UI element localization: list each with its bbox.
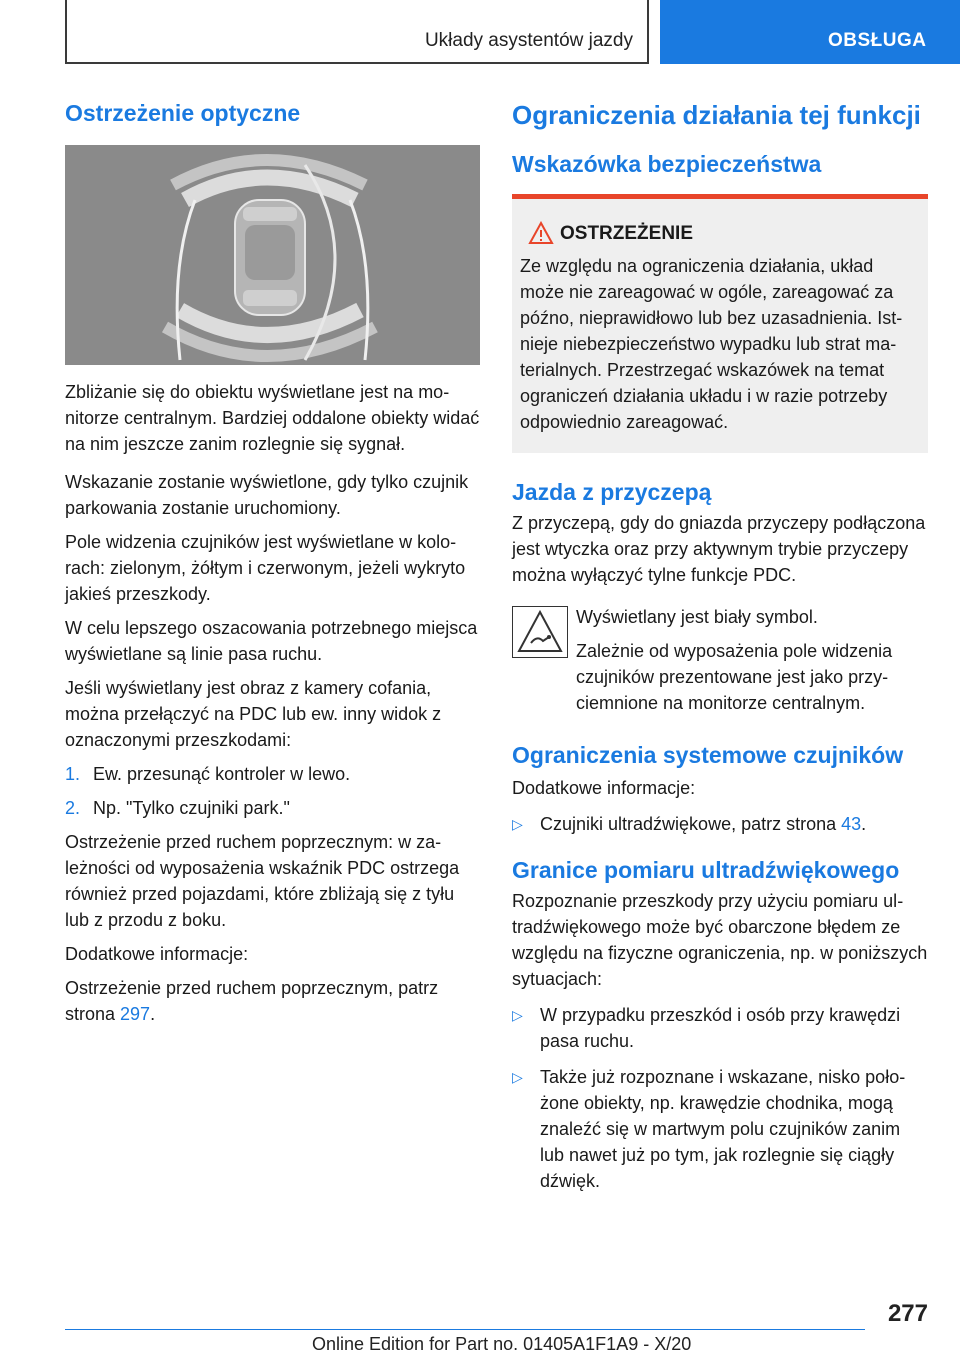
right-column xyxy=(512,100,928,1194)
paragraph-camera-switch: Jeśli wyświetlany jest obraz z kamery cofania, można przełączyć na PDC lub ew. inny widok z oznaczonymi przeszkodami: xyxy=(65,678,442,750)
heading-ultrasonic-bounds: Granice pomiaru ultradźwiękowego xyxy=(512,857,900,883)
limits-item-text: Czujniki ultradźwiękowe, patrz strona xyxy=(540,814,842,834)
limits-list xyxy=(512,811,928,837)
step-number: 1. xyxy=(65,764,81,784)
paragraph-bounds: Rozpoznanie przeszkody przy użyciu pomiaru ultradźwiękowego może być obarczone błędem ze względu na fizyczne ograniczenia, np. w poniższych sytuacjach: xyxy=(512,891,928,989)
page-number: 277 xyxy=(887,1300,928,1327)
paragraph-lane-lines: W celu lepszego oszacowania potrzebnego miejsca wyświetlane są linie pasa ruchu. xyxy=(65,618,478,664)
heading-trailer: Jazda z przyczepą xyxy=(512,479,712,505)
bounds-list xyxy=(512,1002,928,1194)
list-item xyxy=(512,1064,928,1194)
triangle-bullet-icon: ▷ xyxy=(512,816,523,832)
page-link-43[interactable]: 43 xyxy=(841,814,862,834)
bounds-item-text: W przypadku przeszkód i osób przy krawędzi pasa ruchu. xyxy=(540,1005,901,1051)
warning-title: OSTRZEŻENIE xyxy=(560,223,694,244)
limits-item-end: . xyxy=(861,814,867,834)
paragraph-approach: Zbliżanie się do obiektu wyświetlane jest na monitorze centralnym. Bardziej oddalone obiekty widać na nim jeszcze zanim rozlegnie się sygnał. xyxy=(65,382,480,454)
heading-visual-warning: Ostrzeżenie optyczne xyxy=(65,100,301,126)
left-column xyxy=(65,100,480,1027)
step-number: 2. xyxy=(65,798,81,818)
symbol-block xyxy=(512,604,928,716)
reference-text: Ostrzeżenie przed ruchem poprzecznym, patrz strona xyxy=(65,978,439,1024)
paragraph-colors: Pole widzenia czujników jest wyświetlane w kolorach: zielonym, żółtym i czerwonym, jeżeli wykryto jakieś przeszkody. xyxy=(65,532,466,604)
paragraph-cross-traffic: Ostrzeżenie przed ruchem poprzecznym: w zależności od wyposażenia wskaźnik PDC ostrzega również przed pojazdami, które zbliżają się z tyłu lub z przodu z boku. xyxy=(65,832,460,930)
triangle-bullet-icon: ▷ xyxy=(512,1069,523,1085)
page-link-297[interactable]: 297 xyxy=(120,1004,151,1024)
footer-divider xyxy=(65,1329,865,1330)
warning-text: Ze względu na ograniczenia działania, układ może nie zareagować w ogóle, zareagować za późno, nieprawidłowo lub bez uzasadnienia. Istnieje niebezpieczeństwo wypadku lub strat materialnych. Przestrzegać wskazówek na temat ograniczeń działania układu i w razie potrzeby odpowiednio zareagować. xyxy=(520,256,903,432)
reference-end: . xyxy=(150,1004,156,1024)
step-text: Np. "Tylko czujniki park." xyxy=(93,798,290,818)
list-item xyxy=(65,795,480,821)
warning-header xyxy=(520,223,920,245)
paragraph-more-info: Dodatkowe informacje: xyxy=(65,944,249,964)
paragraph-symbol: Wyświetlany jest biały symbol. xyxy=(576,607,818,627)
paragraph-display-trigger: Wskazanie zostanie wyświetlone, gdy tylko czujnik parkowania zostanie uruchomiony. xyxy=(65,472,469,518)
pdc-display-image xyxy=(65,145,480,365)
paragraph-symbol-dim: Zależnie od wyposażenia pole widzenia czujników prezentowane jest jako przyciemnione na monitorze centralnym. xyxy=(576,641,893,713)
bounds-item-text: Także już rozpoznane i wskazane, nisko położone obiekty, np. krawędzie chodnika, mogą znaleźć się w martwym polu czujników zanim lub nawet już po tym, jak rozlegnie się ciągły dźwięk. xyxy=(540,1067,906,1191)
paragraph-reference xyxy=(65,975,480,1027)
step-text: Ew. przesunąć kontroler w lewo. xyxy=(93,764,351,784)
section-title: Układy asystentów jazdy xyxy=(424,30,633,51)
heading-function-limits: Ograniczenia działania tej funkcji xyxy=(512,100,921,130)
trailer-symbol-icon xyxy=(512,606,568,658)
header-frame xyxy=(65,0,649,64)
steps-list xyxy=(65,761,480,821)
heading-safety-note: Wskazówka bezpieczeństwa xyxy=(512,151,822,177)
chapter-tab[interactable] xyxy=(660,0,960,64)
warning-triangle-icon xyxy=(528,221,554,251)
paragraph-trailer: Z przyczepą, gdy do gniazda przyczepy podłączona jest wtyczka oraz przy aktywnym trybie przyczepy można wyłączyć tylne funkcje PDC. xyxy=(512,513,926,585)
heading-system-limits: Ograniczenia systemowe czujników xyxy=(512,742,904,768)
triangle-bullet-icon: ▷ xyxy=(512,1007,523,1023)
warning-box xyxy=(512,194,928,453)
paragraph-limits-info: Dodatkowe informacje: xyxy=(512,778,696,798)
list-item xyxy=(512,811,928,837)
chapter-tab-label: OBSŁUGA xyxy=(828,30,927,51)
list-item xyxy=(512,1002,928,1054)
footer-edition: Online Edition for Part no. 01405A1F1A9 - X/20 xyxy=(312,1334,692,1354)
list-item xyxy=(65,761,480,787)
